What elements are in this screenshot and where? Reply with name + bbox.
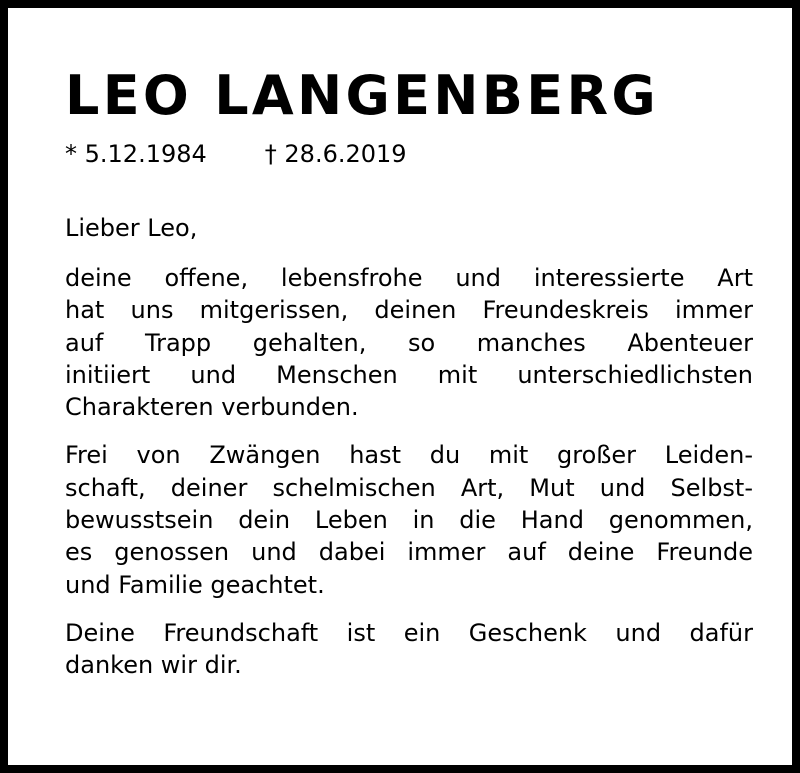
text-line: Frei von Zwängen hast du mit großer Leiden- [65,441,753,470]
text-line: danken wir dir. [65,651,242,680]
paragraph-2 [65,439,753,600]
text-line: bewusstsein dein Leben in die Hand genommen, [65,506,753,535]
text-line: auf Trapp gehalten, so manches Abenteuer [65,328,753,357]
text-line: Charakteren verbunden. [65,393,359,422]
text-line: deine offene, lebensfrohe und interessierte Art [65,264,753,292]
paragraph-1 [65,262,753,423]
text-line: initiiert und Menschen mit unterschiedlichsten [65,360,753,389]
text-line: Deine Freundschaft ist ein Geschenk und dafür [65,618,753,647]
life-dates [65,138,753,170]
text-line: und Familie geachtet. [65,570,325,599]
death-date: † 28.6.2019 [264,140,407,168]
text-line: schaft, deiner schelmischen Art, Mut und Selbst- [65,473,753,502]
text-line: hat uns mitgerissen, deinen Freundeskreis immer [65,296,753,325]
obituary-content [65,60,753,682]
salutation: Lieber Leo, [65,214,198,242]
birth-date: * 5.12.1984 [65,140,207,168]
paragraph-3 [65,617,753,682]
text-line: es genossen und dabei immer auf deine Freunde [65,538,753,567]
deceased-name: LEO LANGENBERG [65,64,659,127]
